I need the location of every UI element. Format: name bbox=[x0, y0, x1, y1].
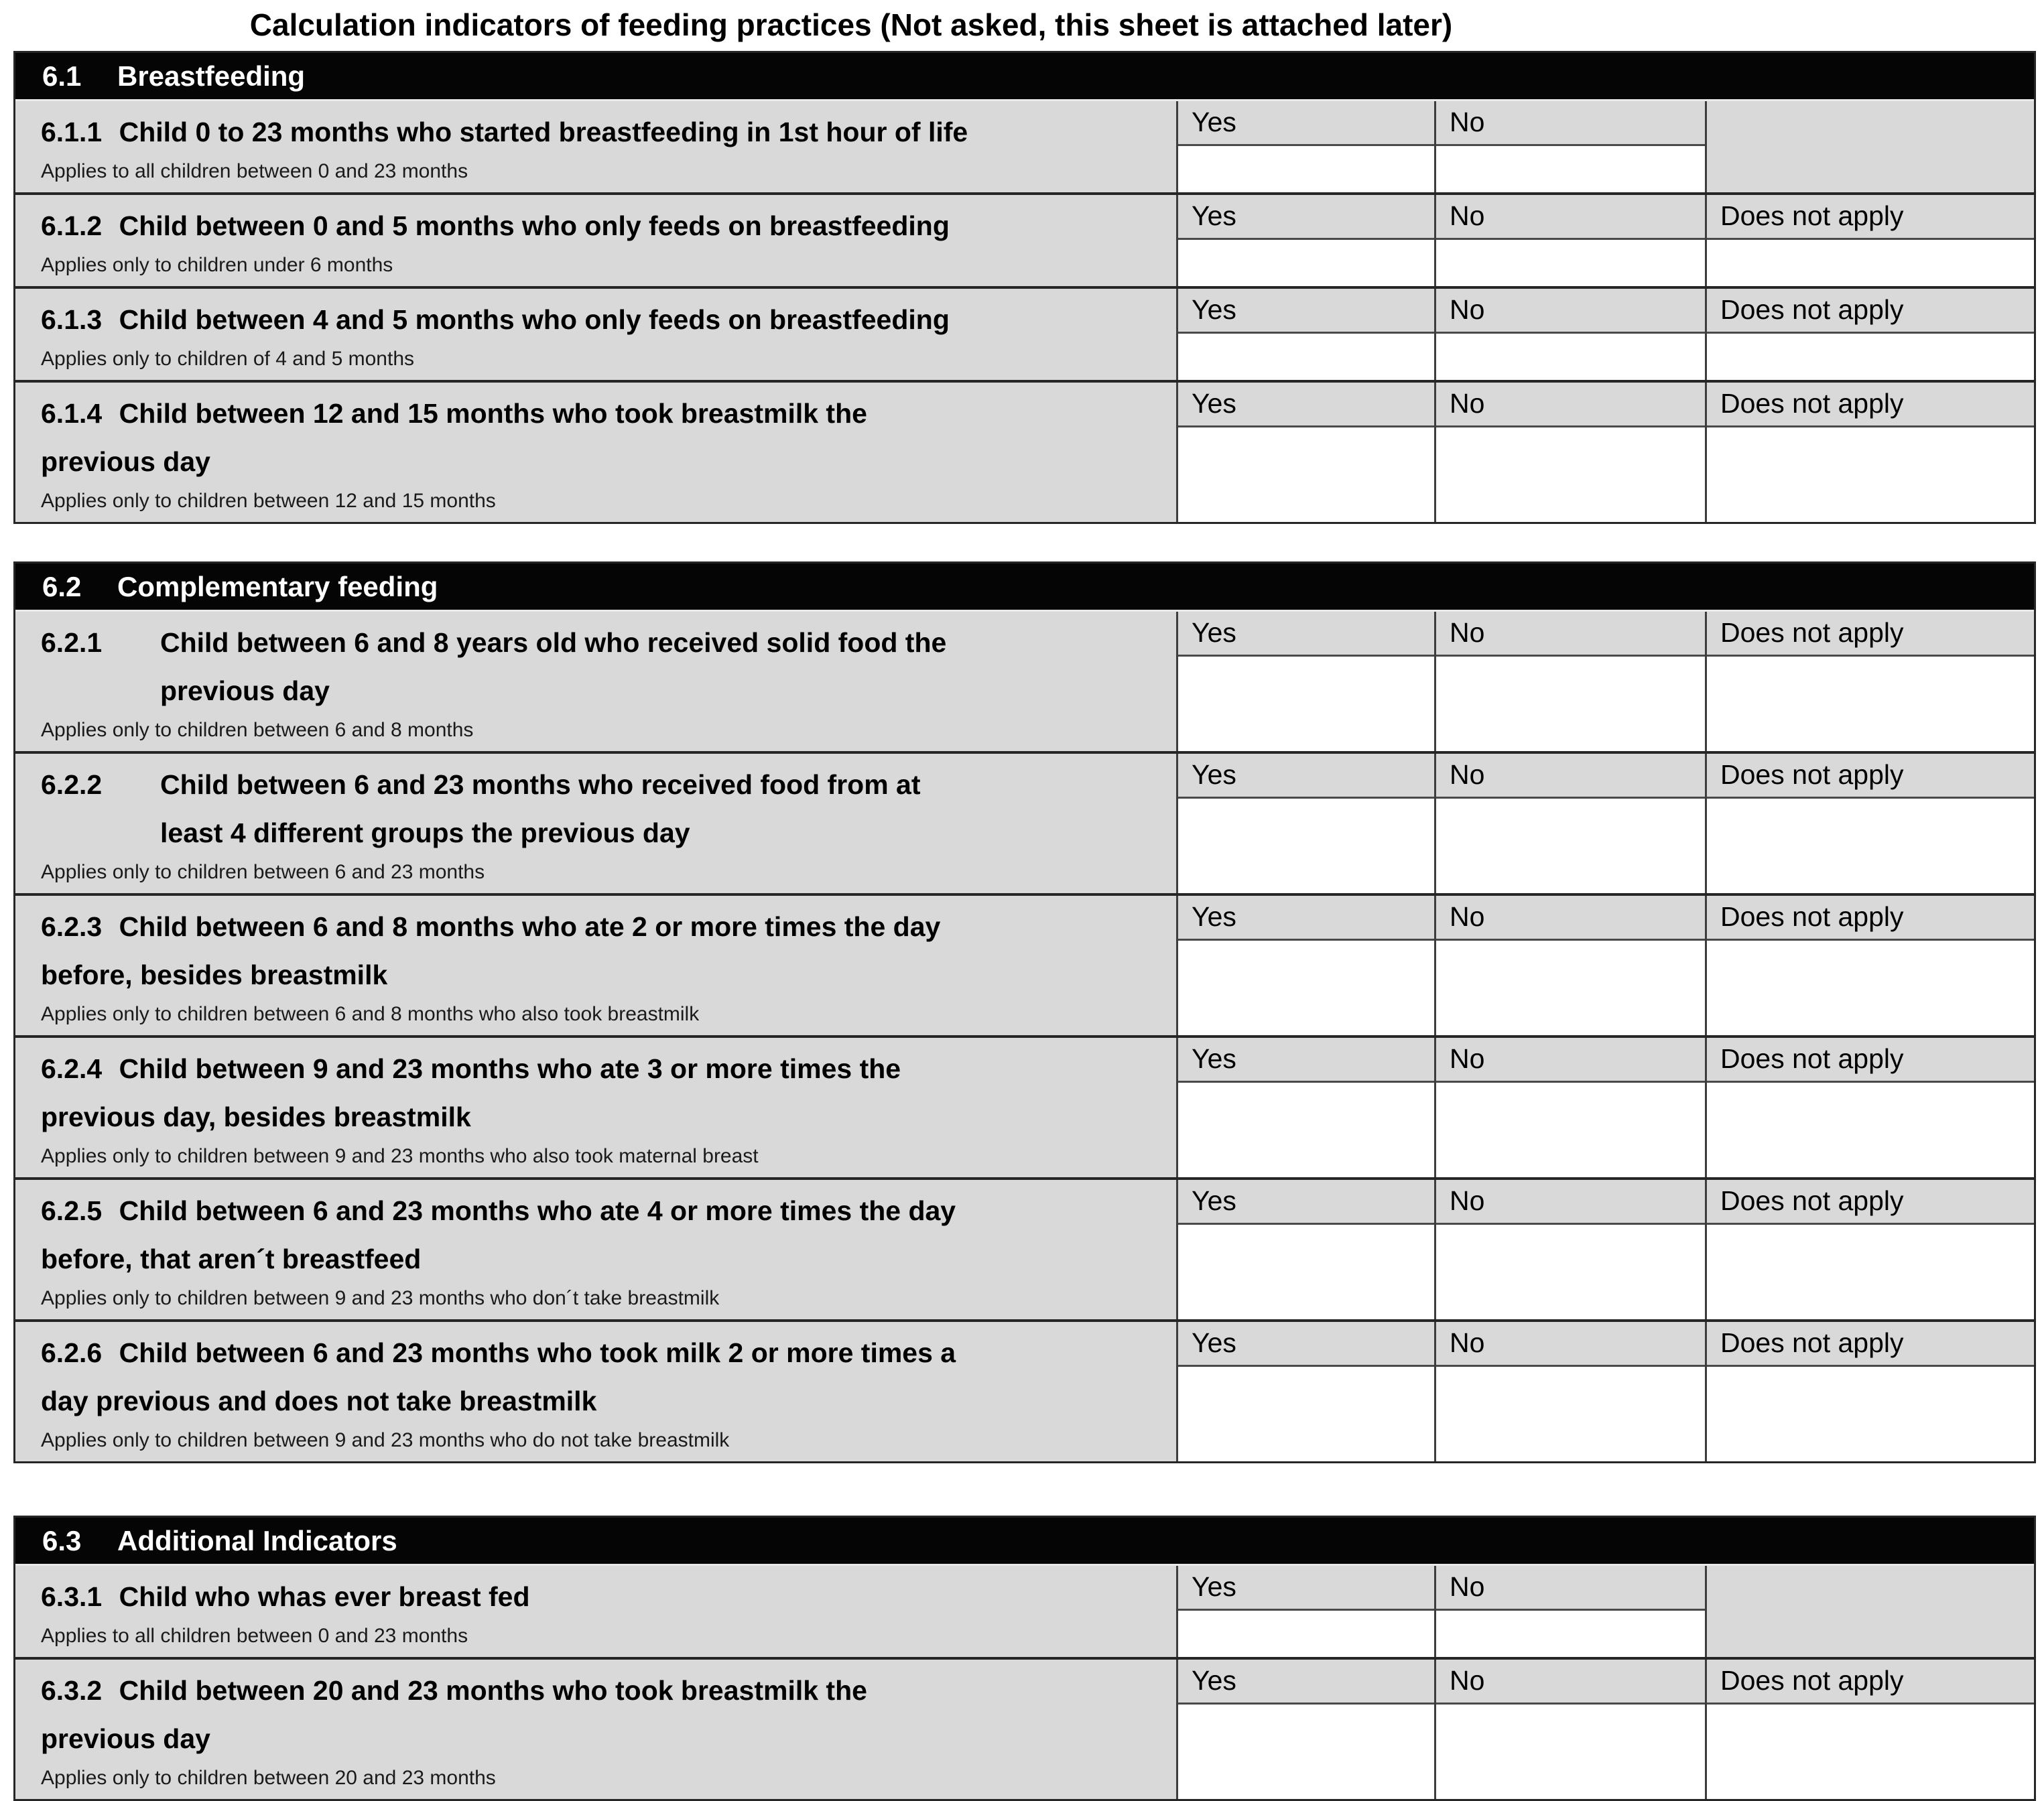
dna-answer-cell[interactable] bbox=[1707, 427, 2034, 522]
question-lines bbox=[119, 210, 950, 241]
yes-column bbox=[1176, 289, 1434, 380]
question-text bbox=[41, 618, 1167, 715]
dna-label: Does not apply bbox=[1707, 896, 2034, 941]
dna-label: Does not apply bbox=[1707, 1322, 2034, 1367]
dna-column bbox=[1705, 612, 2034, 751]
question-note: Applies only to children between 9 and 23 months who do not take breastmilk bbox=[41, 1429, 730, 1451]
no-column bbox=[1434, 1566, 1705, 1657]
dna-column-empty bbox=[1705, 101, 2034, 192]
question-number: 6.3.1 bbox=[41, 1581, 103, 1612]
no-label: No bbox=[1436, 383, 1705, 427]
yes-label: Yes bbox=[1178, 1566, 1434, 1611]
question-lines bbox=[119, 304, 950, 335]
question-note: Applies to all children between 0 and 23 months bbox=[41, 1625, 468, 1647]
dna-label: Does not apply bbox=[1707, 289, 2034, 334]
dna-label: Does not apply bbox=[1707, 195, 2034, 240]
yes-column bbox=[1176, 1660, 1434, 1799]
section-heading: Additional Indicators bbox=[117, 1524, 397, 1556]
question-lines bbox=[160, 618, 1167, 715]
yes-label: Yes bbox=[1178, 612, 1434, 657]
question-number: 6.1.1 bbox=[41, 117, 103, 147]
dna-answer-cell[interactable] bbox=[1707, 1705, 2034, 1799]
question-text bbox=[41, 108, 1167, 156]
no-column bbox=[1434, 1660, 1705, 1799]
dna-column bbox=[1705, 1180, 2034, 1319]
question-cell bbox=[15, 101, 1176, 192]
indicator-row bbox=[15, 1319, 2034, 1461]
question-line: previous day bbox=[160, 675, 330, 706]
question-line: Child between 4 and 5 months who only feeds on breastfeeding bbox=[119, 304, 950, 335]
no-column bbox=[1434, 896, 1705, 1035]
question-line: Child between 6 and 23 months who took milk 2 or more times a bbox=[119, 1337, 956, 1368]
yes-answer-cell[interactable] bbox=[1178, 146, 1434, 192]
yes-label: Yes bbox=[1178, 1322, 1434, 1367]
section-rows bbox=[15, 612, 2034, 1461]
indicator-row bbox=[15, 101, 2034, 192]
no-label: No bbox=[1436, 1180, 1705, 1225]
yes-label: Yes bbox=[1178, 195, 1434, 240]
dna-label: Does not apply bbox=[1707, 612, 2034, 657]
indicator-row bbox=[15, 380, 2034, 522]
indicator-row bbox=[15, 612, 2034, 751]
question-text bbox=[41, 1666, 1167, 1763]
no-column bbox=[1434, 1322, 1705, 1461]
yes-answer-cell[interactable] bbox=[1178, 427, 1434, 522]
question-lines bbox=[41, 1195, 956, 1274]
yes-column bbox=[1176, 1566, 1434, 1657]
indicator-row bbox=[15, 1566, 2034, 1657]
dna-label: Does not apply bbox=[1707, 383, 2034, 427]
question-line: Child between 12 and 15 months who took breastmilk the bbox=[119, 398, 867, 429]
no-column bbox=[1434, 612, 1705, 751]
question-lines bbox=[41, 1675, 867, 1754]
question-number: 6.2.1 bbox=[41, 627, 103, 658]
yes-label: Yes bbox=[1178, 383, 1434, 427]
question-cell bbox=[15, 1322, 1176, 1461]
question-lines bbox=[119, 117, 968, 147]
question-line: Child 0 to 23 months who started breastfeeding in 1st hour of life bbox=[119, 117, 968, 147]
question-line: day previous and does not take breastmilk bbox=[41, 1386, 597, 1416]
dna-column bbox=[1705, 1322, 2034, 1461]
yes-label: Yes bbox=[1178, 754, 1434, 799]
no-answer-cell[interactable] bbox=[1436, 240, 1705, 286]
dna-answer-cell[interactable] bbox=[1707, 240, 2034, 286]
question-text bbox=[41, 1045, 1167, 1141]
question-line: Child between 6 and 23 months who ate 4 or more times the day bbox=[119, 1195, 956, 1226]
section bbox=[13, 561, 2036, 1463]
question-cell bbox=[15, 612, 1176, 751]
yes-column bbox=[1176, 383, 1434, 522]
indicator-row bbox=[15, 751, 2034, 893]
section-number: 6.2 bbox=[42, 570, 82, 602]
section-header bbox=[15, 1518, 2034, 1566]
question-note: Applies only to children between 12 and 15 months bbox=[41, 490, 496, 512]
section bbox=[13, 1516, 2036, 1801]
indicator-row bbox=[15, 286, 2034, 380]
yes-answer-cell[interactable] bbox=[1178, 1367, 1434, 1461]
yes-label: Yes bbox=[1178, 896, 1434, 941]
question-text bbox=[41, 202, 1167, 250]
question-line: Child between 6 and 8 months who ate 2 or more times the day bbox=[119, 911, 941, 942]
dna-label: Does not apply bbox=[1707, 1660, 2034, 1705]
question-line: before, besides breastmilk bbox=[41, 959, 388, 990]
yes-column bbox=[1176, 754, 1434, 893]
dna-label: Does not apply bbox=[1707, 1180, 2034, 1225]
no-answer-cell[interactable] bbox=[1436, 1083, 1705, 1177]
no-answer-cell[interactable] bbox=[1436, 1705, 1705, 1799]
question-number: 6.3.2 bbox=[41, 1675, 103, 1706]
dna-answer-cell[interactable] bbox=[1707, 799, 2034, 893]
dna-answer-cell[interactable] bbox=[1707, 1083, 2034, 1177]
question-cell bbox=[15, 383, 1176, 522]
section-rows bbox=[15, 1566, 2034, 1799]
question-number: 6.1.4 bbox=[41, 398, 103, 429]
indicator-row bbox=[15, 893, 2034, 1035]
question-note: Applies only to children under 6 months bbox=[41, 254, 393, 276]
question-cell bbox=[15, 754, 1176, 893]
question-line: Child between 9 and 23 months who ate 3 or more times the bbox=[119, 1053, 901, 1084]
question-note: Applies only to children between 9 and 23 months who also took maternal breast bbox=[41, 1145, 759, 1167]
question-note: Applies only to children between 9 and 23 months who don´t take breastmilk bbox=[41, 1287, 720, 1309]
question-cell bbox=[15, 1180, 1176, 1319]
no-label: No bbox=[1436, 612, 1705, 657]
dna-column bbox=[1705, 896, 2034, 1035]
question-lines bbox=[41, 911, 940, 990]
question-number: 6.2.3 bbox=[41, 911, 103, 942]
feeding-practices-form-page bbox=[0, 4, 2044, 1789]
no-label: No bbox=[1436, 195, 1705, 240]
dna-answer-cell[interactable] bbox=[1707, 1225, 2034, 1319]
dna-answer-cell[interactable] bbox=[1707, 1367, 2034, 1461]
question-number: 6.2.5 bbox=[41, 1195, 103, 1226]
yes-answer-cell[interactable] bbox=[1178, 657, 1434, 751]
question-text bbox=[41, 295, 1167, 344]
section-number: 6.3 bbox=[42, 1524, 82, 1556]
no-answer-cell[interactable] bbox=[1436, 941, 1705, 1035]
yes-answer-cell[interactable] bbox=[1178, 1611, 1434, 1657]
question-text bbox=[41, 389, 1167, 486]
dna-column-empty bbox=[1705, 1566, 2034, 1657]
question-text bbox=[41, 760, 1167, 857]
yes-answer-cell[interactable] bbox=[1178, 799, 1434, 893]
no-answer-cell[interactable] bbox=[1436, 1611, 1705, 1657]
dna-column bbox=[1705, 195, 2034, 286]
question-line: Child between 0 and 5 months who only feeds on breastfeeding bbox=[119, 210, 950, 241]
dna-answer-cell[interactable] bbox=[1707, 941, 2034, 1035]
question-note: Applies only to children between 6 and 8 months who also took breastmilk bbox=[41, 1003, 700, 1025]
question-line: previous day bbox=[41, 1723, 210, 1754]
dna-answer-cell[interactable] bbox=[1707, 334, 2034, 380]
yes-answer-cell[interactable] bbox=[1178, 1225, 1434, 1319]
yes-answer-cell[interactable] bbox=[1178, 1083, 1434, 1177]
no-column bbox=[1434, 1038, 1705, 1177]
no-answer-cell[interactable] bbox=[1436, 146, 1705, 192]
question-note: Applies only to children of 4 and 5 months bbox=[41, 348, 415, 370]
question-line: Child between 6 and 8 years old who received solid food the bbox=[160, 627, 947, 658]
question-lines bbox=[41, 1337, 956, 1416]
question-lines bbox=[41, 1053, 901, 1132]
no-label: No bbox=[1436, 1038, 1705, 1083]
yes-answer-cell[interactable] bbox=[1178, 334, 1434, 380]
question-lines bbox=[160, 760, 1167, 857]
question-text bbox=[41, 903, 1167, 999]
question-cell bbox=[15, 1660, 1176, 1799]
section bbox=[13, 51, 2036, 524]
question-line: Child who whas ever breast fed bbox=[119, 1581, 530, 1612]
question-line: least 4 different groups the previous day bbox=[160, 817, 690, 848]
question-line: before, that aren´t breastfeed bbox=[41, 1244, 422, 1274]
question-note: Applies only to children between 6 and 8 months bbox=[41, 719, 474, 741]
no-answer-cell[interactable] bbox=[1436, 334, 1705, 380]
no-column bbox=[1434, 195, 1705, 286]
no-answer-cell[interactable] bbox=[1436, 1367, 1705, 1461]
yes-label: Yes bbox=[1178, 101, 1434, 146]
dna-answer-cell[interactable] bbox=[1707, 657, 2034, 751]
yes-label: Yes bbox=[1178, 1180, 1434, 1225]
no-label: No bbox=[1436, 754, 1705, 799]
no-column bbox=[1434, 1180, 1705, 1319]
no-answer-cell[interactable] bbox=[1436, 427, 1705, 522]
no-label: No bbox=[1436, 1322, 1705, 1367]
no-column bbox=[1434, 754, 1705, 893]
no-answer-cell[interactable] bbox=[1436, 799, 1705, 893]
yes-column bbox=[1176, 896, 1434, 1035]
section-heading: Complementary feeding bbox=[117, 570, 438, 602]
yes-column bbox=[1176, 101, 1434, 192]
section-number: 6.1 bbox=[42, 60, 82, 92]
section-header bbox=[15, 53, 2034, 101]
question-text bbox=[41, 1573, 1167, 1621]
yes-label: Yes bbox=[1178, 1038, 1434, 1083]
no-answer-cell[interactable] bbox=[1436, 657, 1705, 751]
yes-column bbox=[1176, 1038, 1434, 1177]
question-number: 6.1.2 bbox=[41, 210, 103, 241]
no-label: No bbox=[1436, 1566, 1705, 1611]
question-note: Applies only to children between 6 and 23 months bbox=[41, 861, 485, 883]
dna-label: Does not apply bbox=[1707, 754, 2034, 799]
section-header bbox=[15, 563, 2034, 612]
no-label: No bbox=[1436, 289, 1705, 334]
section-heading: Breastfeeding bbox=[117, 60, 306, 92]
no-label: No bbox=[1436, 101, 1705, 146]
question-cell bbox=[15, 896, 1176, 1035]
dna-column bbox=[1705, 754, 2034, 893]
question-line: Child between 6 and 23 months who received food from at bbox=[160, 769, 921, 800]
no-column bbox=[1434, 383, 1705, 522]
indicator-row bbox=[15, 1035, 2034, 1177]
no-label: No bbox=[1436, 896, 1705, 941]
question-number: 6.1.3 bbox=[41, 304, 103, 335]
indicator-row bbox=[15, 1177, 2034, 1319]
no-column bbox=[1434, 289, 1705, 380]
dna-column bbox=[1705, 1038, 2034, 1177]
question-cell bbox=[15, 289, 1176, 380]
no-label: No bbox=[1436, 1660, 1705, 1705]
section-rows bbox=[15, 101, 2034, 522]
question-line: previous day, besides breastmilk bbox=[41, 1102, 471, 1132]
question-note: Applies to all children between 0 and 23 months bbox=[41, 160, 468, 182]
indicator-row bbox=[15, 1657, 2034, 1799]
indicator-row bbox=[15, 192, 2034, 286]
dna-column bbox=[1705, 1660, 2034, 1799]
yes-answer-cell[interactable] bbox=[1178, 1705, 1434, 1799]
indicators-table bbox=[13, 51, 2036, 1801]
page-title: Calculation indicators of feeding practices (Not asked, this sheet is attached later) bbox=[249, 7, 1453, 42]
question-note: Applies only to children between 20 and 23 months bbox=[41, 1767, 496, 1789]
dna-column bbox=[1705, 383, 2034, 522]
question-number: 6.2.4 bbox=[41, 1053, 103, 1084]
yes-column bbox=[1176, 1322, 1434, 1461]
question-line: previous day bbox=[41, 446, 210, 477]
dna-label: Does not apply bbox=[1707, 1038, 2034, 1083]
question-number: 6.2.2 bbox=[41, 769, 103, 800]
yes-column bbox=[1176, 1180, 1434, 1319]
question-text bbox=[41, 1329, 1167, 1425]
question-text bbox=[41, 1187, 1167, 1283]
question-cell bbox=[15, 1038, 1176, 1177]
yes-answer-cell[interactable] bbox=[1178, 240, 1434, 286]
yes-column bbox=[1176, 195, 1434, 286]
question-cell bbox=[15, 1566, 1176, 1657]
question-line: Child between 20 and 23 months who took breastmilk the bbox=[119, 1675, 867, 1706]
yes-column bbox=[1176, 612, 1434, 751]
no-answer-cell[interactable] bbox=[1436, 1225, 1705, 1319]
question-cell bbox=[15, 195, 1176, 286]
question-number: 6.2.6 bbox=[41, 1337, 103, 1368]
question-lines bbox=[119, 1581, 530, 1612]
yes-label: Yes bbox=[1178, 1660, 1434, 1705]
question-lines bbox=[41, 398, 867, 477]
dna-column bbox=[1705, 289, 2034, 380]
yes-answer-cell[interactable] bbox=[1178, 941, 1434, 1035]
no-column bbox=[1434, 101, 1705, 192]
yes-label: Yes bbox=[1178, 289, 1434, 334]
